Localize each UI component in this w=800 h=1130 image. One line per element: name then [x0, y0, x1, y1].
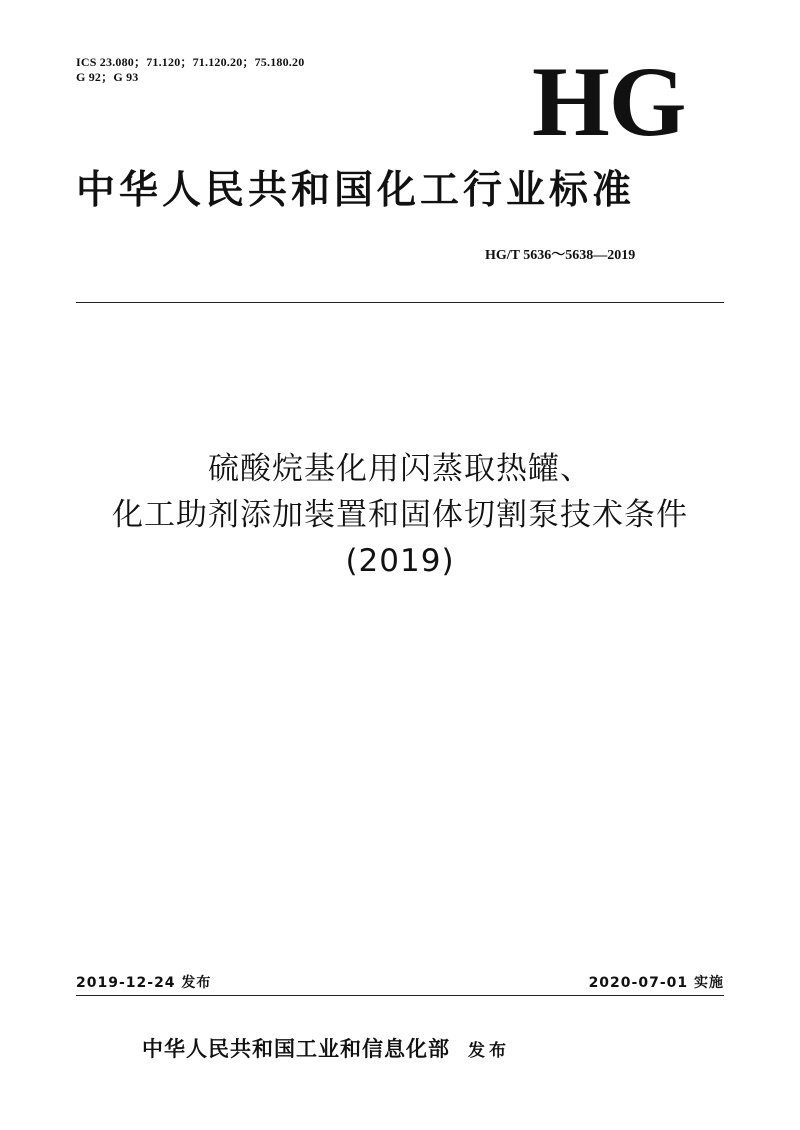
ccs-code: G 92；G 93	[76, 70, 139, 84]
ics-code: ICS 23.080；71.120；71.120.20；75.180.20	[76, 55, 305, 69]
hg-logo: HG	[532, 46, 686, 157]
top-divider	[76, 302, 724, 303]
implementation-date: 2020-07-01 实施	[588, 975, 724, 991]
date-row	[76, 973, 724, 995]
publisher	[142, 1034, 510, 1066]
document-title-line-2: 化工助剂添加装置和固体切割泵技术条件	[112, 497, 688, 533]
issue-date: 2019-12-24 发布	[76, 975, 212, 991]
document-title	[40, 446, 760, 584]
publisher-suffix: 发布	[468, 1041, 510, 1061]
classification-codes	[76, 55, 304, 85]
bottom-divider	[76, 995, 724, 996]
standard-code: HG/T 5636～5638—2019	[485, 248, 636, 263]
publisher-name: 中华人民共和国工业和信息化部	[142, 1037, 450, 1061]
document-title-line-3: (2019)	[345, 543, 455, 579]
document-title-line-1: 硫酸烷基化用闪蒸取热罐、	[208, 451, 592, 487]
standard-category-title: 中华人民共和国化工行业标准	[76, 168, 636, 213]
